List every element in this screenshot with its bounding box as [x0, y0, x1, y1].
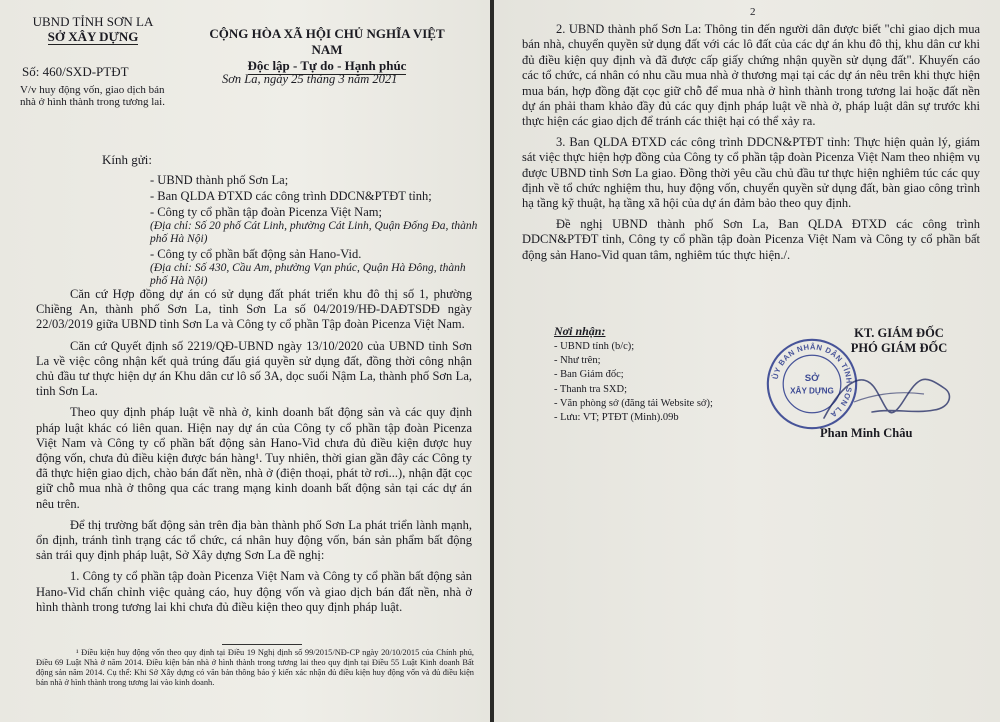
country-name: CỘNG HÒA XÃ HỘI CHỦ NGHĨA VIỆT NAM	[209, 26, 445, 57]
signatory-role-line-1: KT. GIÁM ĐỐC	[854, 326, 944, 340]
svg-text:XÂY DỰNG: XÂY DỰNG	[790, 386, 834, 396]
issue-date: Sơn La, ngày 25 tháng 3 năm 2021	[222, 72, 398, 86]
paragraph: Theo quy định pháp luật về nhà ở, kinh doanh bất động sản và các quy định pháp luật khác có liên quan. Hiện nay dự án của Công ty cổ phần tập đoàn Picenza Việt Nam và Công ty cổ phần bất động sản Hano-Vid chưa đủ điều kiện được huy động vốn, chưa đủ điều kiện được bán hàng¹. Tuy nhiên, thời gian gần đây các Công ty đã thực hiện giao dịch, chào bán đất nền, nhà ở (điện thoại, phát tờ rơi...), nhận đặt cọc giữ chỗ mua nhà ở thông qua các trang mạng kinh doanh bất động sản tại các dự án nêu trên.	[36, 405, 472, 511]
national-header	[196, 26, 458, 75]
document-page-2	[494, 0, 1000, 722]
recipients-heading: Nơi nhận:	[554, 324, 606, 338]
recipient-address: (Địa chỉ: Số 430, Cầu Am, phường Vạn phúc, Quận Hà Đông, thành phố Hà Nội)	[150, 262, 466, 287]
list-item: - Thanh tra SXD;	[554, 383, 628, 395]
org-parent: UBND TỈNH SƠN LA	[32, 14, 154, 29]
list-item: - Ban Giám đốc;	[554, 369, 624, 381]
recipient-list	[150, 172, 480, 288]
greeting: Kính gửi:	[102, 152, 153, 167]
body-text-page-2	[522, 22, 980, 268]
list-item: - Lưu: VT; PTĐT (Minh).09b	[554, 412, 679, 424]
page-number: 2	[750, 6, 756, 18]
list-item: - Văn phòng sở (đăng tải Website sở);	[554, 397, 713, 409]
paragraph: Để thị trường bất động sản trên địa bàn thành phố Sơn La phát triển lành mạnh, ổn định, tránh tình trạng các tổ chức, cá nhân huy động vốn, bán sản phẩm bất động sản trái quy định pháp luật, Sở Xây dựng Sơn La đề nghị:	[36, 517, 472, 563]
svg-text:SỞ: SỞ	[804, 373, 820, 385]
footnote-divider	[222, 644, 302, 645]
document-number: Số: 460/SXD-PTĐT	[22, 64, 129, 79]
org-name: SỞ XÂY DỰNG	[47, 29, 139, 44]
svg-text:ỦY BAN NHÂN DÂN TỈNH SƠN LA: ỦY BAN NHÂN DÂN TỈNH SƠN LA	[770, 342, 854, 420]
recipient-address: (Địa chỉ: Số 20 phố Cát Linh, phường Cát Linh, Quận Đống Đa, thành phố Hà Nội)	[150, 220, 478, 245]
recipient-item: - Ban QLDA ĐTXD các công trình DDCN&PTĐT tỉnh;	[150, 189, 432, 203]
list-item: - Như trên;	[554, 355, 601, 367]
paragraph: 3. Ban QLDA ĐTXD các công trình DDCN&PTĐT tỉnh: Thực hiện quản lý, giám sát việc thực hiện hợp đồng của Công ty cổ phần tập đoàn Picenza Việt Nam theo nhiệm vụ được UBND tỉnh Sơn La giao. Đồng thời yêu cầu chủ đầu tư thực hiện nghiêm túc các quy định về tổ chức nghiệm thu, huy động vốn, chuyển quyền sử dụng đất, bàn giao công trình hạ tầng kỹ thuật, hạ tầng xã hội của dự án đảm bảo theo quy định.	[522, 134, 980, 211]
paragraph: 1. Công ty cổ phần tập đoàn Picenza Việt Nam và Công ty cổ phần bất động sản Hano-Vid chấn chỉnh việc quảng cáo, huy động vốn và giao dịch bán đất nền, nhà ở hình thành trong tương lai khi chưa đủ điều kiện theo quy định pháp luật.	[36, 569, 472, 614]
body-text-page-1	[36, 287, 472, 621]
paragraph: Căn cứ Hợp đồng dự án có sử dụng đất phát triển khu đô thị số 1, phường Chiềng An, thành phố Sơn La, tỉnh Sơn La số 04/2019/HĐ-DAĐTSDĐ ngày 22/03/2019 giữa UBND tỉnh Sơn La và Công ty cổ phần Tập đoàn Picenza Việt Nam.	[36, 287, 472, 332]
paragraph: 2. UBND thành phố Sơn La: Thông tin đến người dân được biết "chỉ giao dịch mua bán nhà, chuyển quyền sử dụng đất với các lô đất của các dự án khu đô thị, khu dân cư khi đủ điều kiện quy định và đã được cấp giấy chứng nhận quyền sử dụng đất". Khuyến cáo các tổ chức, cá nhân có nhu cầu mua nhà ở thương mại tại các dự án nêu trên khi thực hiện mua bán, hợp đồng đặt cọc giữ chỗ để mua nhà ở hình thành trong tương lai hoặc đất nền dự án phải tham khảo đầy đủ các quy định pháp luật về nhà ở, pháp luật dân sự trước khi thực hiện các giao dịch để tránh các thiệt hại có thể xảy ra.	[522, 22, 980, 129]
footnote: ¹ Điều kiện huy động vốn theo quy định tại Điều 19 Nghị định số 99/2015/NĐ-CP ngày 20/10/2015 của Chính phủ, Điều 69 Luật Nhà ở năm 2014. Điều kiện bán nhà ở hình thành trong tương lai theo quy định tại Điều 55 Luật Kinh doanh Bất động sản năm 2014. Cụ thể: Khi Sở Xây dựng có văn bản thông báo ý kiến xác nhận đủ điều kiện huy động vốn và đủ điều kiện bán nhà ở hình thành trong tương lai vào kinh doanh.	[36, 648, 474, 687]
national-motto: Độc lập - Tự do - Hạnh phúc	[247, 58, 407, 73]
issuing-organization	[18, 14, 168, 45]
recipient-item: - UBND thành phố Sơn La;	[150, 173, 289, 187]
paragraph: Đề nghị UBND thành phố Sơn La, Ban QLDA ĐTXD các công trình DDCN&PTĐT tỉnh, Công ty cổ phần tập đoàn Picenza Việt Nam và Công ty cổ phần bất động sản Hano-Vid quan tâm, nghiêm túc thực hiện./.	[522, 216, 980, 262]
recipient-item: - Công ty cổ phần tập đoàn Picenza Việt Nam;	[150, 205, 382, 219]
list-item: - UBND tỉnh (b/c);	[554, 341, 635, 352]
signatory-role-line-2: PHÓ GIÁM ĐỐC	[850, 341, 948, 355]
paragraph: Căn cứ Quyết định số 2219/QĐ-UBND ngày 13/10/2020 của UBND tỉnh Sơn La về việc công nhận kết quả trúng đấu giá quyền sử dụng đất, đồng thời công nhận chủ đầu tư thực hiện dự án Khu dân cư lô số 3A, dọc suối Nậm La, thành phố Sơn La, tỉnh Sơn La.	[36, 338, 472, 399]
document-subject: V/v huy động vốn, giao dịch bán nhà ở hình thành trong tương lai.	[20, 84, 165, 108]
signer-name: Phan Minh Châu	[820, 426, 913, 440]
recipient-item: - Công ty cổ phần bất động sản Hano-Vid.	[150, 247, 362, 261]
document-page-1	[0, 0, 490, 722]
